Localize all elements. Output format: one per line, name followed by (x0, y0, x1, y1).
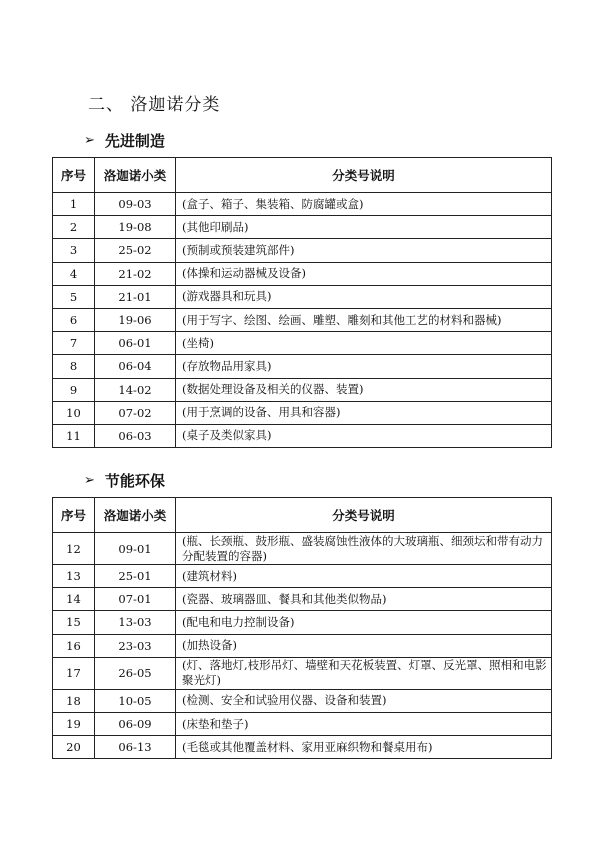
row-number: 8 (53, 355, 95, 378)
row-number: 3 (53, 239, 95, 262)
class-description: (加热设备) (176, 634, 552, 657)
header-no: 序号 (53, 158, 95, 193)
advanced-manufacturing-table (52, 157, 552, 448)
locarno-code: 25-02 (95, 239, 176, 262)
row-number: 5 (53, 285, 95, 308)
locarno-code: 10-05 (95, 689, 176, 712)
row-number: 16 (53, 634, 95, 657)
locarno-code: 19-08 (95, 216, 176, 239)
class-description: (体操和运动器械及设备) (176, 262, 552, 285)
table-row (53, 285, 552, 308)
section-title: 二、 洛迦诺分类 (88, 95, 221, 115)
locarno-code: 14-02 (95, 378, 176, 401)
locarno-code: 26-05 (95, 657, 176, 689)
row-number: 7 (53, 332, 95, 355)
header-code: 洛迦诺小类 (95, 498, 176, 533)
locarno-code: 19-06 (95, 308, 176, 331)
header-desc: 分类号说明 (176, 158, 552, 193)
locarno-code: 09-03 (95, 193, 176, 216)
table-row (53, 239, 552, 262)
class-description: (用于写字、绘图、绘画、雕塑、雕刻和其他工艺的材料和器械) (176, 308, 552, 331)
locarno-code: 06-03 (95, 424, 176, 447)
locarno-code: 07-02 (95, 401, 176, 424)
table-row (53, 193, 552, 216)
class-description: (坐椅) (176, 332, 552, 355)
class-description: (数据处理设备及相关的仪器、装置) (176, 378, 552, 401)
class-description: (其他印刷品) (176, 216, 552, 239)
class-description: (检测、安全和试验用仪器、设备和装置) (176, 689, 552, 712)
row-number: 14 (53, 588, 95, 611)
locarno-code: 07-01 (95, 588, 176, 611)
row-number: 20 (53, 736, 95, 759)
table-body (53, 193, 552, 448)
row-number: 11 (53, 424, 95, 447)
class-description: (建筑材料) (176, 565, 552, 588)
row-number: 13 (53, 565, 95, 588)
class-description: (用于烹调的设备、用具和容器) (176, 401, 552, 424)
class-description: (瓷器、玻璃器皿、餐具和其他类似物品) (176, 588, 552, 611)
row-number: 19 (53, 712, 95, 735)
table-row (53, 565, 552, 588)
locarno-code: 21-02 (95, 262, 176, 285)
class-description: (毛毯或其他覆盖材料、家用亚麻织物和餐桌用布) (176, 736, 552, 759)
energy-saving-table (52, 497, 552, 759)
class-description: (预制或预装建筑部件) (176, 239, 552, 262)
table-row (53, 355, 552, 378)
table-row (53, 332, 552, 355)
header-desc: 分类号说明 (176, 498, 552, 533)
locarno-code: 06-13 (95, 736, 176, 759)
group2-title: 节能环保 (104, 472, 165, 490)
class-description: (灯、落地灯,枝形吊灯、墙壁和天花板装置、灯罩、反光罩、照相和电影聚光灯) (176, 657, 552, 689)
table-row (53, 262, 552, 285)
table-row (53, 634, 552, 657)
locarno-code: 21-01 (95, 285, 176, 308)
group1-title: 先进制造 (104, 132, 165, 150)
class-description: (床垫和垫子) (176, 712, 552, 735)
group1-heading (84, 130, 165, 151)
class-description: (配电和电力控制设备) (176, 611, 552, 634)
table-row (53, 736, 552, 759)
table-row (53, 216, 552, 239)
table-row (53, 611, 552, 634)
locarno-code: 06-04 (95, 355, 176, 378)
row-number: 1 (53, 193, 95, 216)
class-description: (瓶、长颈瓶、鼓形瓶、盛装腐蚀性液体的大玻璃瓶、细颈坛和带有动力分配装置的容器) (176, 533, 552, 565)
locarno-code: 06-09 (95, 712, 176, 735)
table-row (53, 378, 552, 401)
table-row (53, 657, 552, 689)
table-row (53, 712, 552, 735)
arrow-bullet-icon: ➢ (84, 473, 95, 488)
class-description: (存放物品用家具) (176, 355, 552, 378)
row-number: 6 (53, 308, 95, 331)
class-description: (盒子、箱子、集装箱、防腐罐或盒) (176, 193, 552, 216)
table-row (53, 424, 552, 447)
locarno-code: 23-03 (95, 634, 176, 657)
group2-heading (84, 470, 165, 491)
table-row (53, 533, 552, 565)
table-row (53, 308, 552, 331)
locarno-code: 09-01 (95, 533, 176, 565)
row-number: 2 (53, 216, 95, 239)
table-row (53, 401, 552, 424)
row-number: 18 (53, 689, 95, 712)
locarno-code: 06-01 (95, 332, 176, 355)
table-row (53, 689, 552, 712)
row-number: 9 (53, 378, 95, 401)
row-number: 4 (53, 262, 95, 285)
locarno-code: 13-03 (95, 611, 176, 634)
table-row (53, 588, 552, 611)
row-number: 15 (53, 611, 95, 634)
row-number: 10 (53, 401, 95, 424)
class-description: (游戏器具和玩具) (176, 285, 552, 308)
arrow-bullet-icon: ➢ (84, 133, 95, 148)
table-body (53, 533, 552, 759)
header-no: 序号 (53, 498, 95, 533)
class-description: (桌子及类似家具) (176, 424, 552, 447)
locarno-code: 25-01 (95, 565, 176, 588)
row-number: 17 (53, 657, 95, 689)
row-number: 12 (53, 533, 95, 565)
header-code: 洛迦诺小类 (95, 158, 176, 193)
